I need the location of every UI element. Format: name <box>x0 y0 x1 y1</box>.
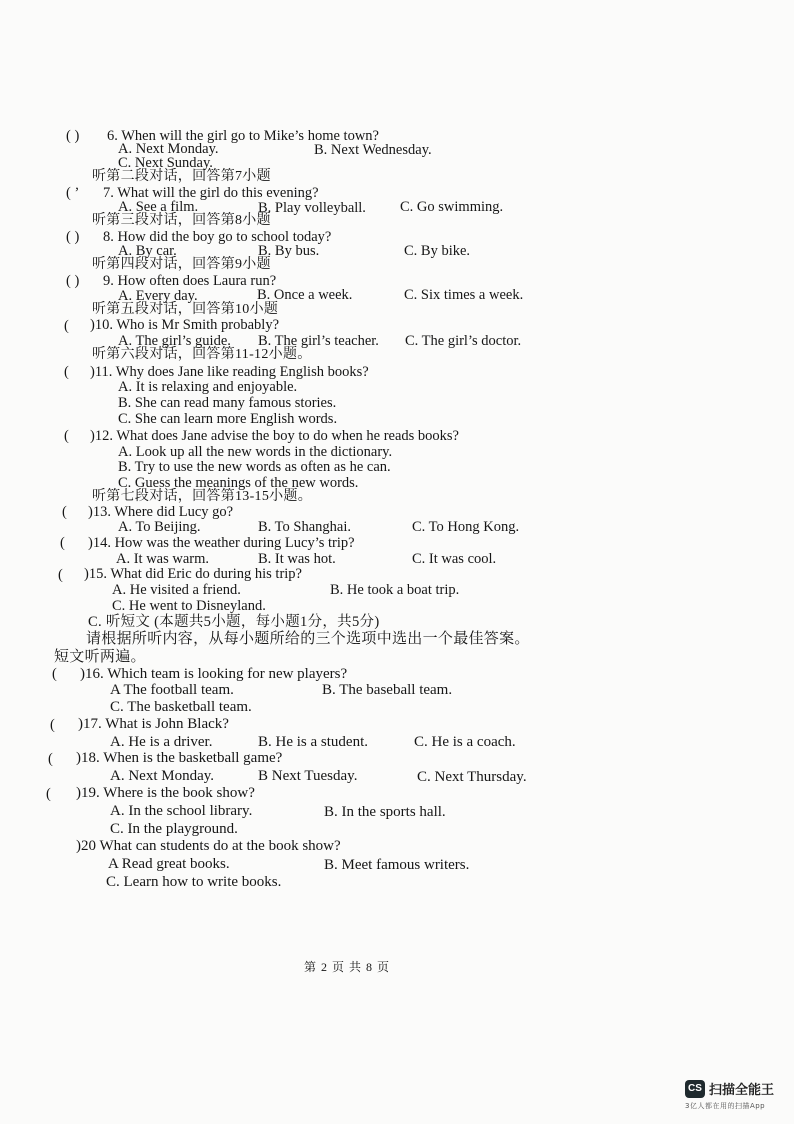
option-18c: C. Next Thursday. <box>417 769 527 785</box>
option-16a: A The football team. <box>110 682 234 698</box>
section-4-heading: 听第四段对话，回答第9小题 <box>92 257 271 272</box>
part-c-heading: C. 听短文 (本题共5小题，每小题1分，共5分) <box>88 614 380 630</box>
answer-paren: ( <box>50 717 55 733</box>
option-7b: B. Play volleyball. <box>258 200 366 216</box>
answer-paren: ( ) <box>66 273 80 289</box>
option-17c: C. He is a coach. <box>414 734 516 750</box>
option-10a: A. The girl’s guide. <box>118 333 231 349</box>
option-12a: A. Look up all the new words in the dictionary. <box>118 444 393 460</box>
option-13b: B. To Shanghai. <box>258 519 351 535</box>
section-2-heading: 听第二段对话，回答第7小题 <box>92 169 271 184</box>
option-20c: C. Learn how to write books. <box>106 874 282 890</box>
question-14: )14. How was the weather during Lucy’s trip? <box>88 535 355 551</box>
option-8b: B. By bus. <box>258 243 320 259</box>
option-15c: C. He went to Disneyland. <box>112 598 266 614</box>
answer-paren: ( <box>52 666 57 682</box>
option-13a: A. To Beijing. <box>118 519 201 535</box>
option-9a: A. Every day. <box>118 288 198 304</box>
option-18a: A. Next Monday. <box>110 768 215 784</box>
option-11c: C. She can learn more English words. <box>118 411 338 427</box>
section-3-heading: 听第三段对话，回答第8小题 <box>92 213 271 228</box>
answer-paren: ( <box>48 751 53 767</box>
question-9: 9. How often does Laura run? <box>103 273 277 289</box>
option-6a: A. Next Monday. <box>118 141 219 157</box>
option-19b: B. In the sports hall. <box>324 804 446 820</box>
option-9c: C. Six times a week. <box>404 287 524 303</box>
option-19c: C. In the playground. <box>110 821 238 837</box>
option-12c: C. Guess the meanings of the new words. <box>118 475 359 491</box>
question-8: 8. How did the boy go to school today? <box>103 229 332 245</box>
answer-paren: ( ) <box>66 229 80 245</box>
scanner-tagline: 3亿人都在用的扫描App <box>685 1102 766 1110</box>
option-14c: C. It was cool. <box>412 551 497 567</box>
answer-paren: ( <box>64 364 69 380</box>
question-18: )18. When is the basketball game? <box>76 750 283 766</box>
question-16: )16. Which team is looking for new players? <box>80 666 348 682</box>
option-17a: A. He is a driver. <box>110 734 213 750</box>
option-7c: C. Go swimming. <box>400 199 504 215</box>
question-11: )11. Why does Jane like reading English books? <box>90 364 369 380</box>
question-7: 7. What will the girl do this evening? <box>103 185 319 201</box>
question-12: )12. What does Jane advise the boy to do when he reads books? <box>90 428 459 444</box>
option-16b: B. The baseball team. <box>322 682 453 698</box>
section-5-heading: 听第五段对话，回答第10小题 <box>92 302 279 317</box>
question-6: 6. When will the girl go to Mike’s home town? <box>107 128 379 144</box>
option-12b: B. Try to use the new words as often as he can. <box>118 459 391 475</box>
question-15: )15. What did Eric do during his trip? <box>84 566 302 582</box>
answer-paren: ( <box>46 786 51 802</box>
option-15a: A. He visited a friend. <box>112 582 241 598</box>
option-8a: A. By car. <box>118 243 177 259</box>
part-c-instruction: 请根据所听内容，从每小题所给的三个选项中选出一个最佳答案。 <box>86 631 530 647</box>
option-14b: B. It was hot. <box>258 551 336 567</box>
question-10: )10. Who is Mr Smith probably? <box>90 317 280 333</box>
answer-paren: ( <box>60 535 65 551</box>
option-8c: C. By bike. <box>404 243 471 259</box>
option-18b: B Next Tuesday. <box>258 768 358 784</box>
option-19a: A. In the school library. <box>110 803 253 819</box>
option-20a: A Read great books. <box>108 856 230 872</box>
scanner-logo-icon: CS <box>685 1080 705 1098</box>
answer-paren: ( <box>64 318 69 334</box>
option-14a: A. It was warm. <box>116 551 210 567</box>
option-6c: C. Next Sunday. <box>118 155 213 171</box>
question-19: )19. Where is the book show? <box>76 785 255 801</box>
question-17: )17. What is John Black? <box>78 716 229 732</box>
option-7a: A. See a film. <box>118 199 199 215</box>
option-20b: B. Meet famous writers. <box>324 857 470 873</box>
option-11b: B. She can read many famous stories. <box>118 395 337 411</box>
option-13c: C. To Hong Kong. <box>412 519 520 535</box>
option-10b: B. The girl’s teacher. <box>258 333 379 349</box>
section-6-heading: 听第六段对话，回答第11-12小题。 <box>92 347 312 362</box>
option-9b: B. Once a week. <box>257 287 353 303</box>
scanner-name: 扫描全能王 <box>709 1083 775 1098</box>
answer-paren: ( ’ <box>66 185 80 201</box>
question-13: )13. Where did Lucy go? <box>88 504 234 520</box>
option-11a: A. It is relaxing and enjoyable. <box>118 379 298 395</box>
option-6b: B. Next Wednesday. <box>314 142 432 158</box>
option-15b: B. He took a boat trip. <box>330 582 460 598</box>
option-10c: C. The girl’s doctor. <box>405 333 522 349</box>
part-c-instruction-2: 短文听两遍。 <box>54 649 146 665</box>
option-16c: C. The basketball team. <box>110 699 252 715</box>
question-20: )20 What can students do at the book show? <box>76 838 341 854</box>
answer-paren: ( <box>62 504 67 520</box>
answer-paren: ( ) <box>66 128 80 144</box>
scanner-watermark <box>685 1079 774 1098</box>
answer-paren: ( <box>64 428 69 444</box>
section-7-heading: 听第七段对话，回答第13-15小题。 <box>92 489 313 504</box>
page-number: 第 2 页 共 8 页 <box>304 960 391 974</box>
answer-paren: ( <box>58 567 63 583</box>
option-17b: B. He is a student. <box>258 734 368 750</box>
